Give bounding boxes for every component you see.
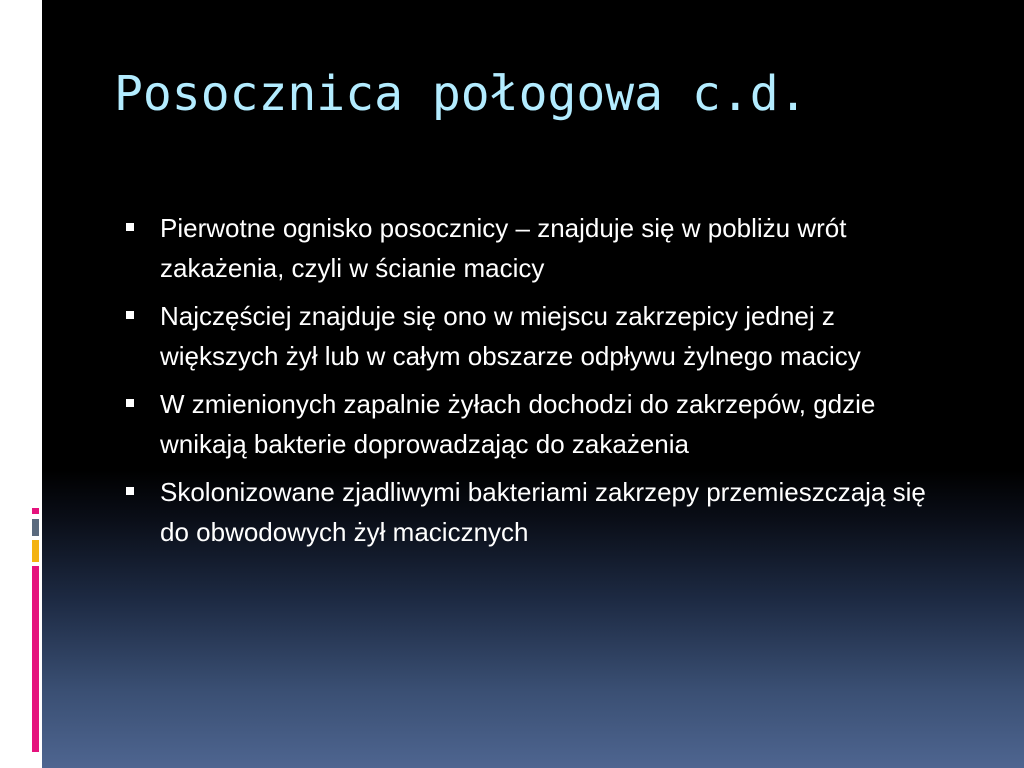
bullet-text: Pierwotne ognisko posocznicy – znajduje się w pobliżu wrót zakażenia, czyli w ścianie macicy xyxy=(160,213,847,283)
slide-title: Posocznica połogowa c.d. xyxy=(114,66,808,122)
accent-bar-pink-small xyxy=(32,508,39,514)
accent-bar-pink xyxy=(32,566,39,752)
square-bullet-icon xyxy=(126,399,134,407)
square-bullet-icon xyxy=(126,487,134,495)
bullet-text: Skolonizowane zjadliwymi bakteriami zakrzepy przemieszczają się do obwodowych żył macicznych xyxy=(160,477,926,547)
square-bullet-icon xyxy=(126,223,134,231)
bullet-item xyxy=(120,208,960,288)
bullet-item xyxy=(120,296,960,376)
bullet-text: Najczęściej znajduje się ono w miejscu zakrzepicy jednej z większych żył lub w całym obszarze odpływu żylnego macicy xyxy=(160,301,861,371)
bullet-item xyxy=(120,472,960,552)
slide-content-area xyxy=(42,0,1024,768)
accent-bar-gray xyxy=(32,519,39,536)
bullet-text: W zmienionych zapalnie żyłach dochodzi do zakrzepów, gdzie wnikają bakterie doprowadzając do zakażenia xyxy=(160,389,876,459)
square-bullet-icon xyxy=(126,311,134,319)
bullet-list xyxy=(120,208,960,560)
accent-bar-yellow xyxy=(32,540,39,562)
bullet-item xyxy=(120,384,960,464)
